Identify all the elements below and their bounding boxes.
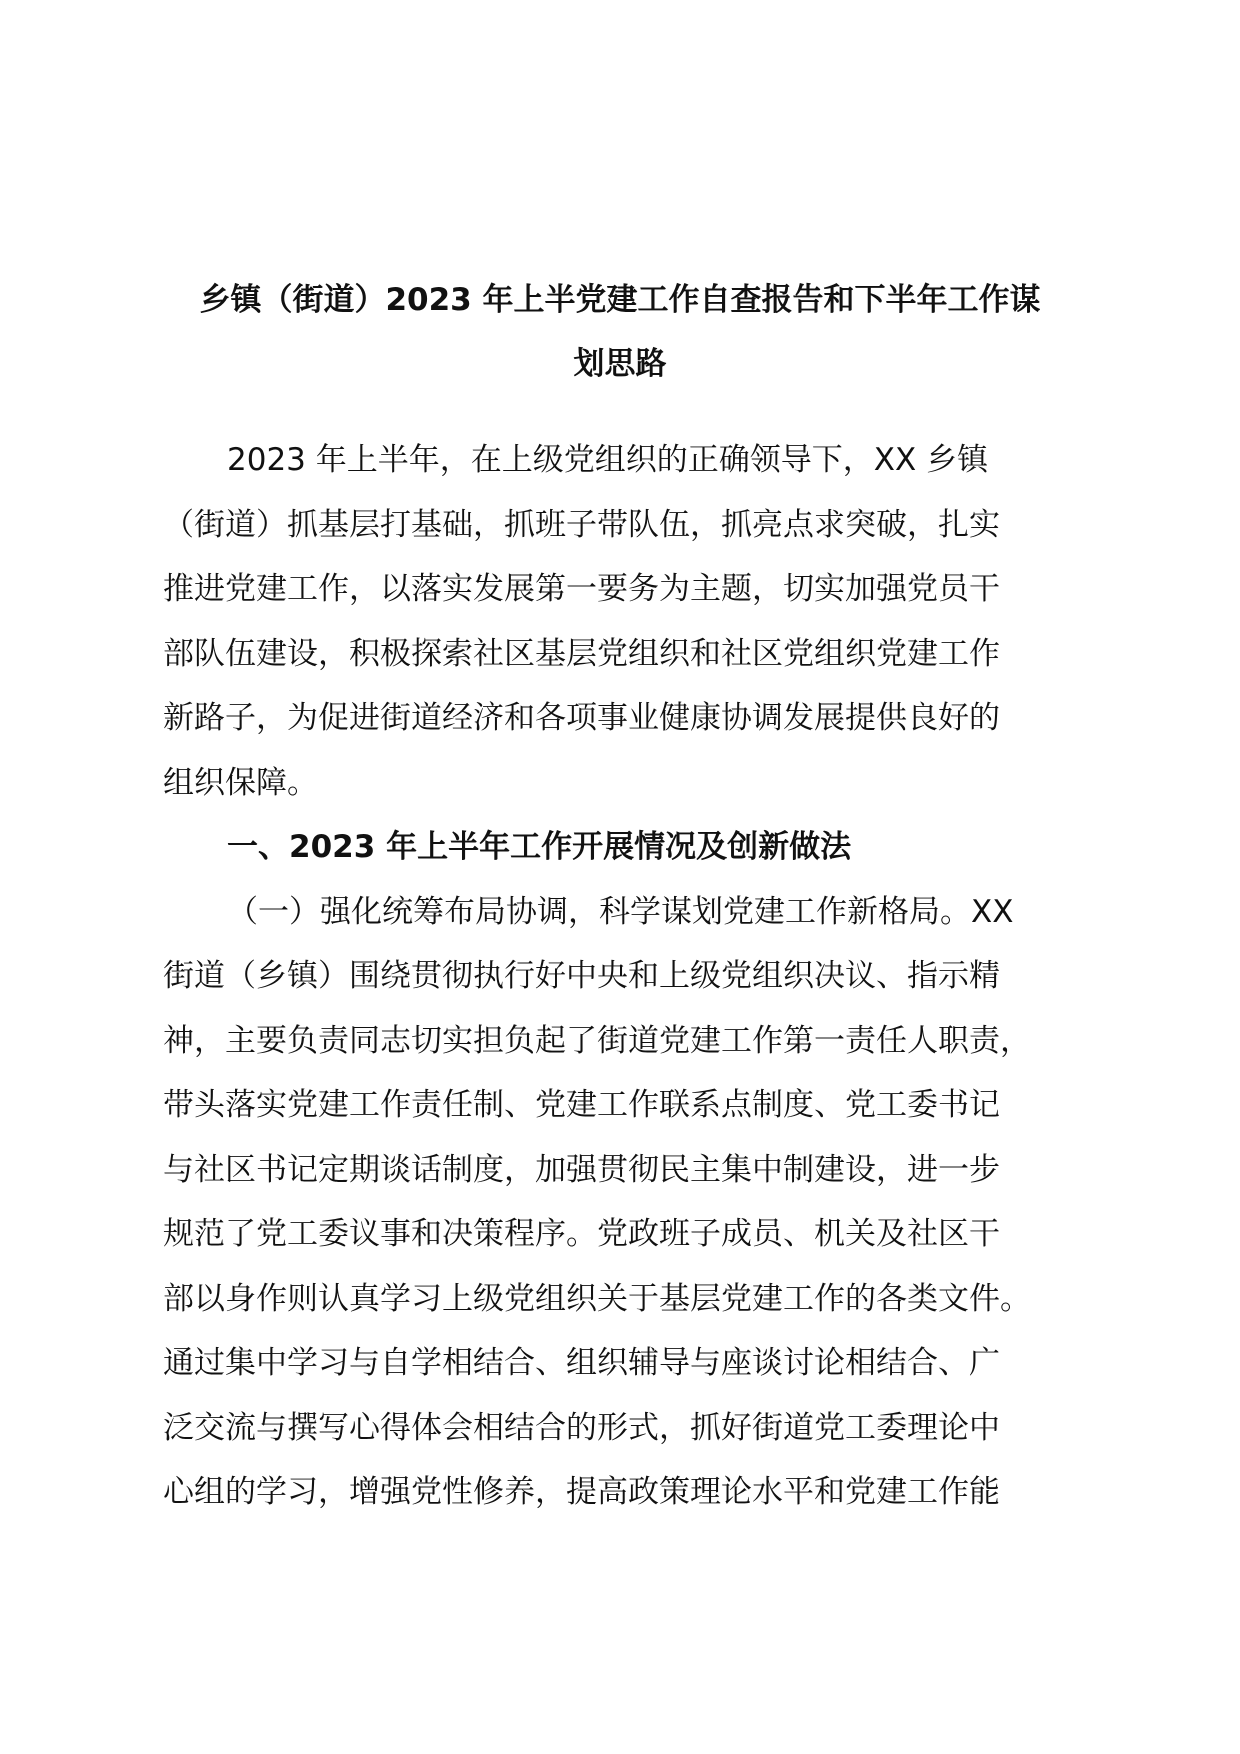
paragraph-line: （一）强化统筹布局协调，科学谋划党建工作新格局。XX <box>227 893 1014 930</box>
paragraph-line: 组织保障。 <box>163 764 318 801</box>
paragraph-line: 心组的学习，增强党性修养，提高政策理论水平和党建工作能 <box>163 1474 1000 1510</box>
subsection-paragraph <box>163 880 1108 1525</box>
section-heading: 一、2023 年上半年工作开展情况及创新做法 <box>227 829 852 865</box>
paragraph-line: 带头落实党建工作责任制、党建工作联系点制度、党工委书记 <box>163 1087 1000 1123</box>
paragraph-line: 规范了党工委议事和决策程序。党政班子成员、机关及社区干 <box>163 1216 1000 1252</box>
paragraph-line: 街道（乡镇）围绕贯彻执行好中央和上级党组织决议、指示精 <box>163 958 1000 994</box>
paragraph-line: 神，主要负责同志切实担负起了街道党建工作第一责任人职责， <box>163 1022 1031 1059</box>
title-line-2: 划思路 <box>573 346 667 382</box>
paragraph-line: 与社区书记定期谈话制度，加强贯彻民主集中制建设，进一步 <box>163 1151 1000 1188</box>
title-line-1: 乡镇（街道）2023 年上半党建工作自查报告和下半年工作谋 <box>199 282 1041 318</box>
paragraph-line: 新路子，为促进街道经济和各项事业健康协调发展提供良好的 <box>163 700 1000 736</box>
document-title <box>150 268 1090 396</box>
document-body <box>163 428 1108 1525</box>
paragraph-line: 部以身作则认真学习上级党组织关于基层党建工作的各类文件。 <box>163 1280 1031 1317</box>
paragraph-line: 2023 年上半年，在上级党组织的正确领导下，XX 乡镇 <box>227 442 989 478</box>
paragraph-line: 推进党建工作，以落实发展第一要务为主题，切实加强党员干 <box>163 571 1000 607</box>
intro-paragraph <box>163 428 1108 815</box>
paragraph-line: （街道）抓基层打基础，抓班子带队伍，抓亮点求突破，扎实 <box>163 506 1000 543</box>
paragraph-line: 通过集中学习与自学相结合、组织辅导与座谈讨论相结合、广 <box>163 1345 1000 1381</box>
paragraph-line: 部队伍建设，积极探索社区基层党组织和社区党组织党建工作 <box>163 635 1000 672</box>
paragraph-line: 泛交流与撰写心得体会相结合的形式，抓好街道党工委理论中 <box>163 1409 1000 1446</box>
